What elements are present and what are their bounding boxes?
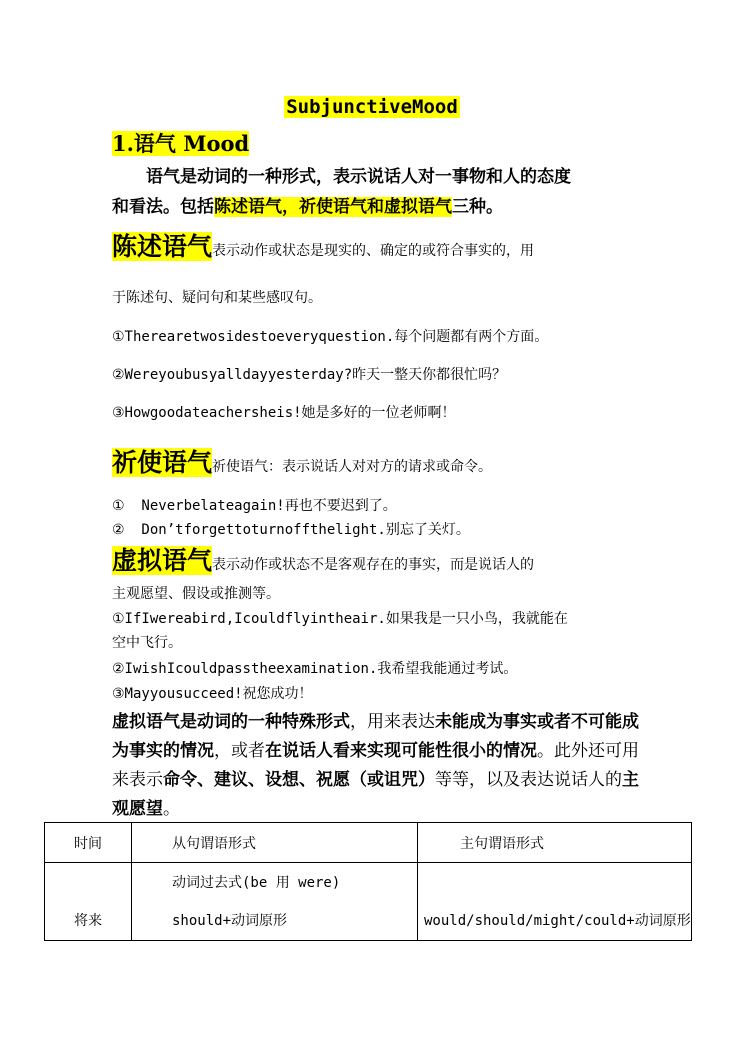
table-row [45,863,692,941]
indicative-example-1: ①Therearetwosidestoeveryquestion.每个问题都有两个方面。 [112,329,549,345]
summary-text-5: 。 [163,799,180,819]
summary-text-3: 。此外还可用来表示 [112,741,639,790]
intro-highlight: 陈述语气，祈使语气和虚拟语气 [214,197,452,217]
subjunctive-section [112,544,642,578]
cell-main-form: would/should/might/could+动词原形 [418,863,692,941]
imperative-title: 祈使语气 [112,448,213,477]
subjunctive-example-1a: ①IfIwereabird,Icouldflyintheair.如果我是一只小鸟，我就能在 [112,611,568,627]
summary-text-1: ，用来表达 [350,712,435,732]
summary-bold-1: 虚拟语气是动词的一种特殊形式 [112,712,350,732]
title-text: SubjunctiveMood [286,96,458,118]
summary-bold-5: 主观愿望 [112,770,639,819]
subjunctive-example-1b: 空中飞行。 [112,635,182,651]
clause-line-1: 动词过去式(be 用 were) [172,874,341,891]
imperative-section [112,446,642,480]
summary-text-4: 等等，以及表达说话人的 [435,770,622,790]
cell-time: 将来 [45,863,132,941]
imperative-example-1 [112,494,397,518]
indicative-desc-1: 表示动作或状态是现实的、确定的或符合事实的，用 [212,243,535,259]
indicative-desc-2: 于陈述句、疑问句和某些感叹句。 [112,290,322,306]
imperative-example-2 [112,518,470,542]
header-time: 时间 [45,823,132,863]
section-heading-mood [112,130,249,158]
table-header-row [45,823,692,863]
intro-line-1: 语气是动词的一种形式，表示说话人对一事物和人的态度 [146,167,571,187]
intro-paragraph [112,162,642,222]
example-text: Neverbelateagain!再也不要迟到了。 [141,498,397,514]
indicative-title: 陈述语气 [112,232,213,261]
subjunctive-title: 虚拟语气 [112,546,213,575]
intro-prefix: 和看法。包括 [112,197,214,217]
indicative-example-2: ②Wereyoubusyalldayyesterday?昨天一整天你都很忙吗？ [112,367,507,383]
subjunctive-summary-paragraph [112,708,642,824]
document-title [0,94,744,120]
subjunctive-form-table [44,822,692,941]
subjunctive-desc-1: 表示动作或状态不是客观存在的事实，而是说话人的 [212,557,535,573]
summary-text-2: ，或者 [214,741,265,761]
summary-bold-3: 在说话人看来实现可能性很小的情况 [265,741,537,761]
imperative-desc: 祈使语气：表示说话人对对方的请求或命令。 [212,459,493,475]
heading-text: 1.语气 Mood [112,131,250,156]
intro-line-2 [112,192,642,222]
subjunctive-desc-2: 主观愿望、假设或推测等。 [112,586,280,602]
cell-clause-form [132,863,418,941]
subjunctive-example-2: ②IwishIcouldpasstheexamination.我希望我能通过考试。 [112,661,518,677]
summary-bold-2: 未能成为事实或者不可能成为事实的情况 [112,712,639,761]
clause-line-2: should+动词原形 [172,912,288,929]
indicative-example-3: ③Howgoodateachersheis!她是多好的一位老师啊！ [112,405,456,421]
example-number: ② [112,522,125,538]
subjunctive-example-3: ③Mayyousucceed!祝您成功！ [112,686,313,702]
example-number: ① [112,498,125,514]
header-main-form: 主句谓语形式 [418,823,692,863]
example-text: Don’tforgettoturnoffthelight.别忘了关灯。 [141,522,470,538]
indicative-section [112,230,642,264]
header-clause-form: 从句谓语形式 [132,823,418,863]
summary-bold-4: 命令、建议、设想、祝愿（或诅咒） [163,770,435,790]
intro-suffix: 三种。 [452,197,503,217]
